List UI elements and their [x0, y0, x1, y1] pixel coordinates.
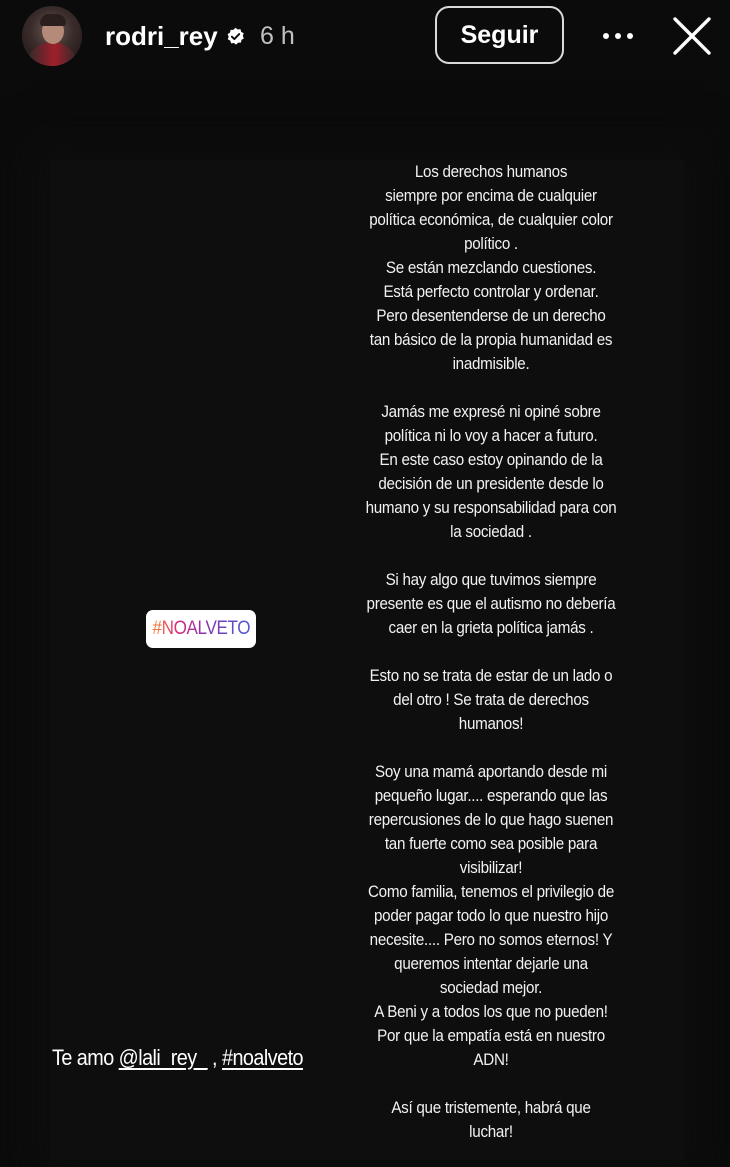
avatar-hair [40, 14, 66, 26]
hashtag-sticker[interactable] [146, 610, 256, 648]
statement-paragraph: Jamás me expresé ni opiné sobre política ni lo voy a hacer a futuro. En este caso estoy opinando de la decisión de un presidente desde lo humano y su responsabilidad para con la sociedad . [365, 403, 617, 541]
statement-paragraph: Así que tristemente, habrá que luchar! [391, 1099, 591, 1141]
mention-link[interactable]: @lali_rey_ [118, 1045, 208, 1070]
story-header [0, 0, 730, 72]
statement-paragraph: Esto no se trata de estar de un lado o del otro ! Se trata de derechos humanos! [369, 667, 613, 733]
more-horizontal-icon[interactable] [600, 22, 636, 50]
username[interactable]: rodri_rey [105, 21, 218, 51]
caption-separator: , [207, 1045, 222, 1070]
statement-paragraph: Soy una mamá aportando desde mi pequeño lugar.... esperando que las repercusiones de lo que hago suenen tan fuerte como sea posible para visibilizar! Como familia, tenemos el privilegio de poder pagar todo lo que nuestro hijo necesite.... Pero no somos eternos! Y queremos intentar dejarle una sociedad mejor. A Beni y a todos los que no pueden! Por que la empatía está en nuestro ADN! [367, 763, 615, 1069]
statement-text [361, 160, 620, 1144]
hashtag-sticker-label: #NOALVETO [152, 618, 250, 639]
verified-badge-icon [226, 27, 245, 46]
follow-button[interactable]: Seguir [435, 6, 564, 64]
statement-paragraph: Si hay algo que tuvimos siempre presente es que el autismo no debería caer en la grieta política jamás . [366, 571, 616, 637]
hashtag-link[interactable]: #noalveto [221, 1045, 304, 1070]
statement-paragraph: Los derechos humanos siempre por encima de cualquier política económica, de cualquier color político . Se están mezclando cuestiones. Está perfecto controlar y ordenar. Pero desentenderse de un derecho tan básico de la propia humanidad es inadmisible. [369, 163, 613, 373]
avatar-jersey [26, 42, 78, 66]
post-time: 6 h [260, 22, 295, 50]
close-icon[interactable] [672, 16, 712, 56]
caption-prefix: Te amo [52, 1045, 119, 1070]
avatar[interactable] [22, 6, 82, 66]
story-caption [52, 1042, 303, 1074]
